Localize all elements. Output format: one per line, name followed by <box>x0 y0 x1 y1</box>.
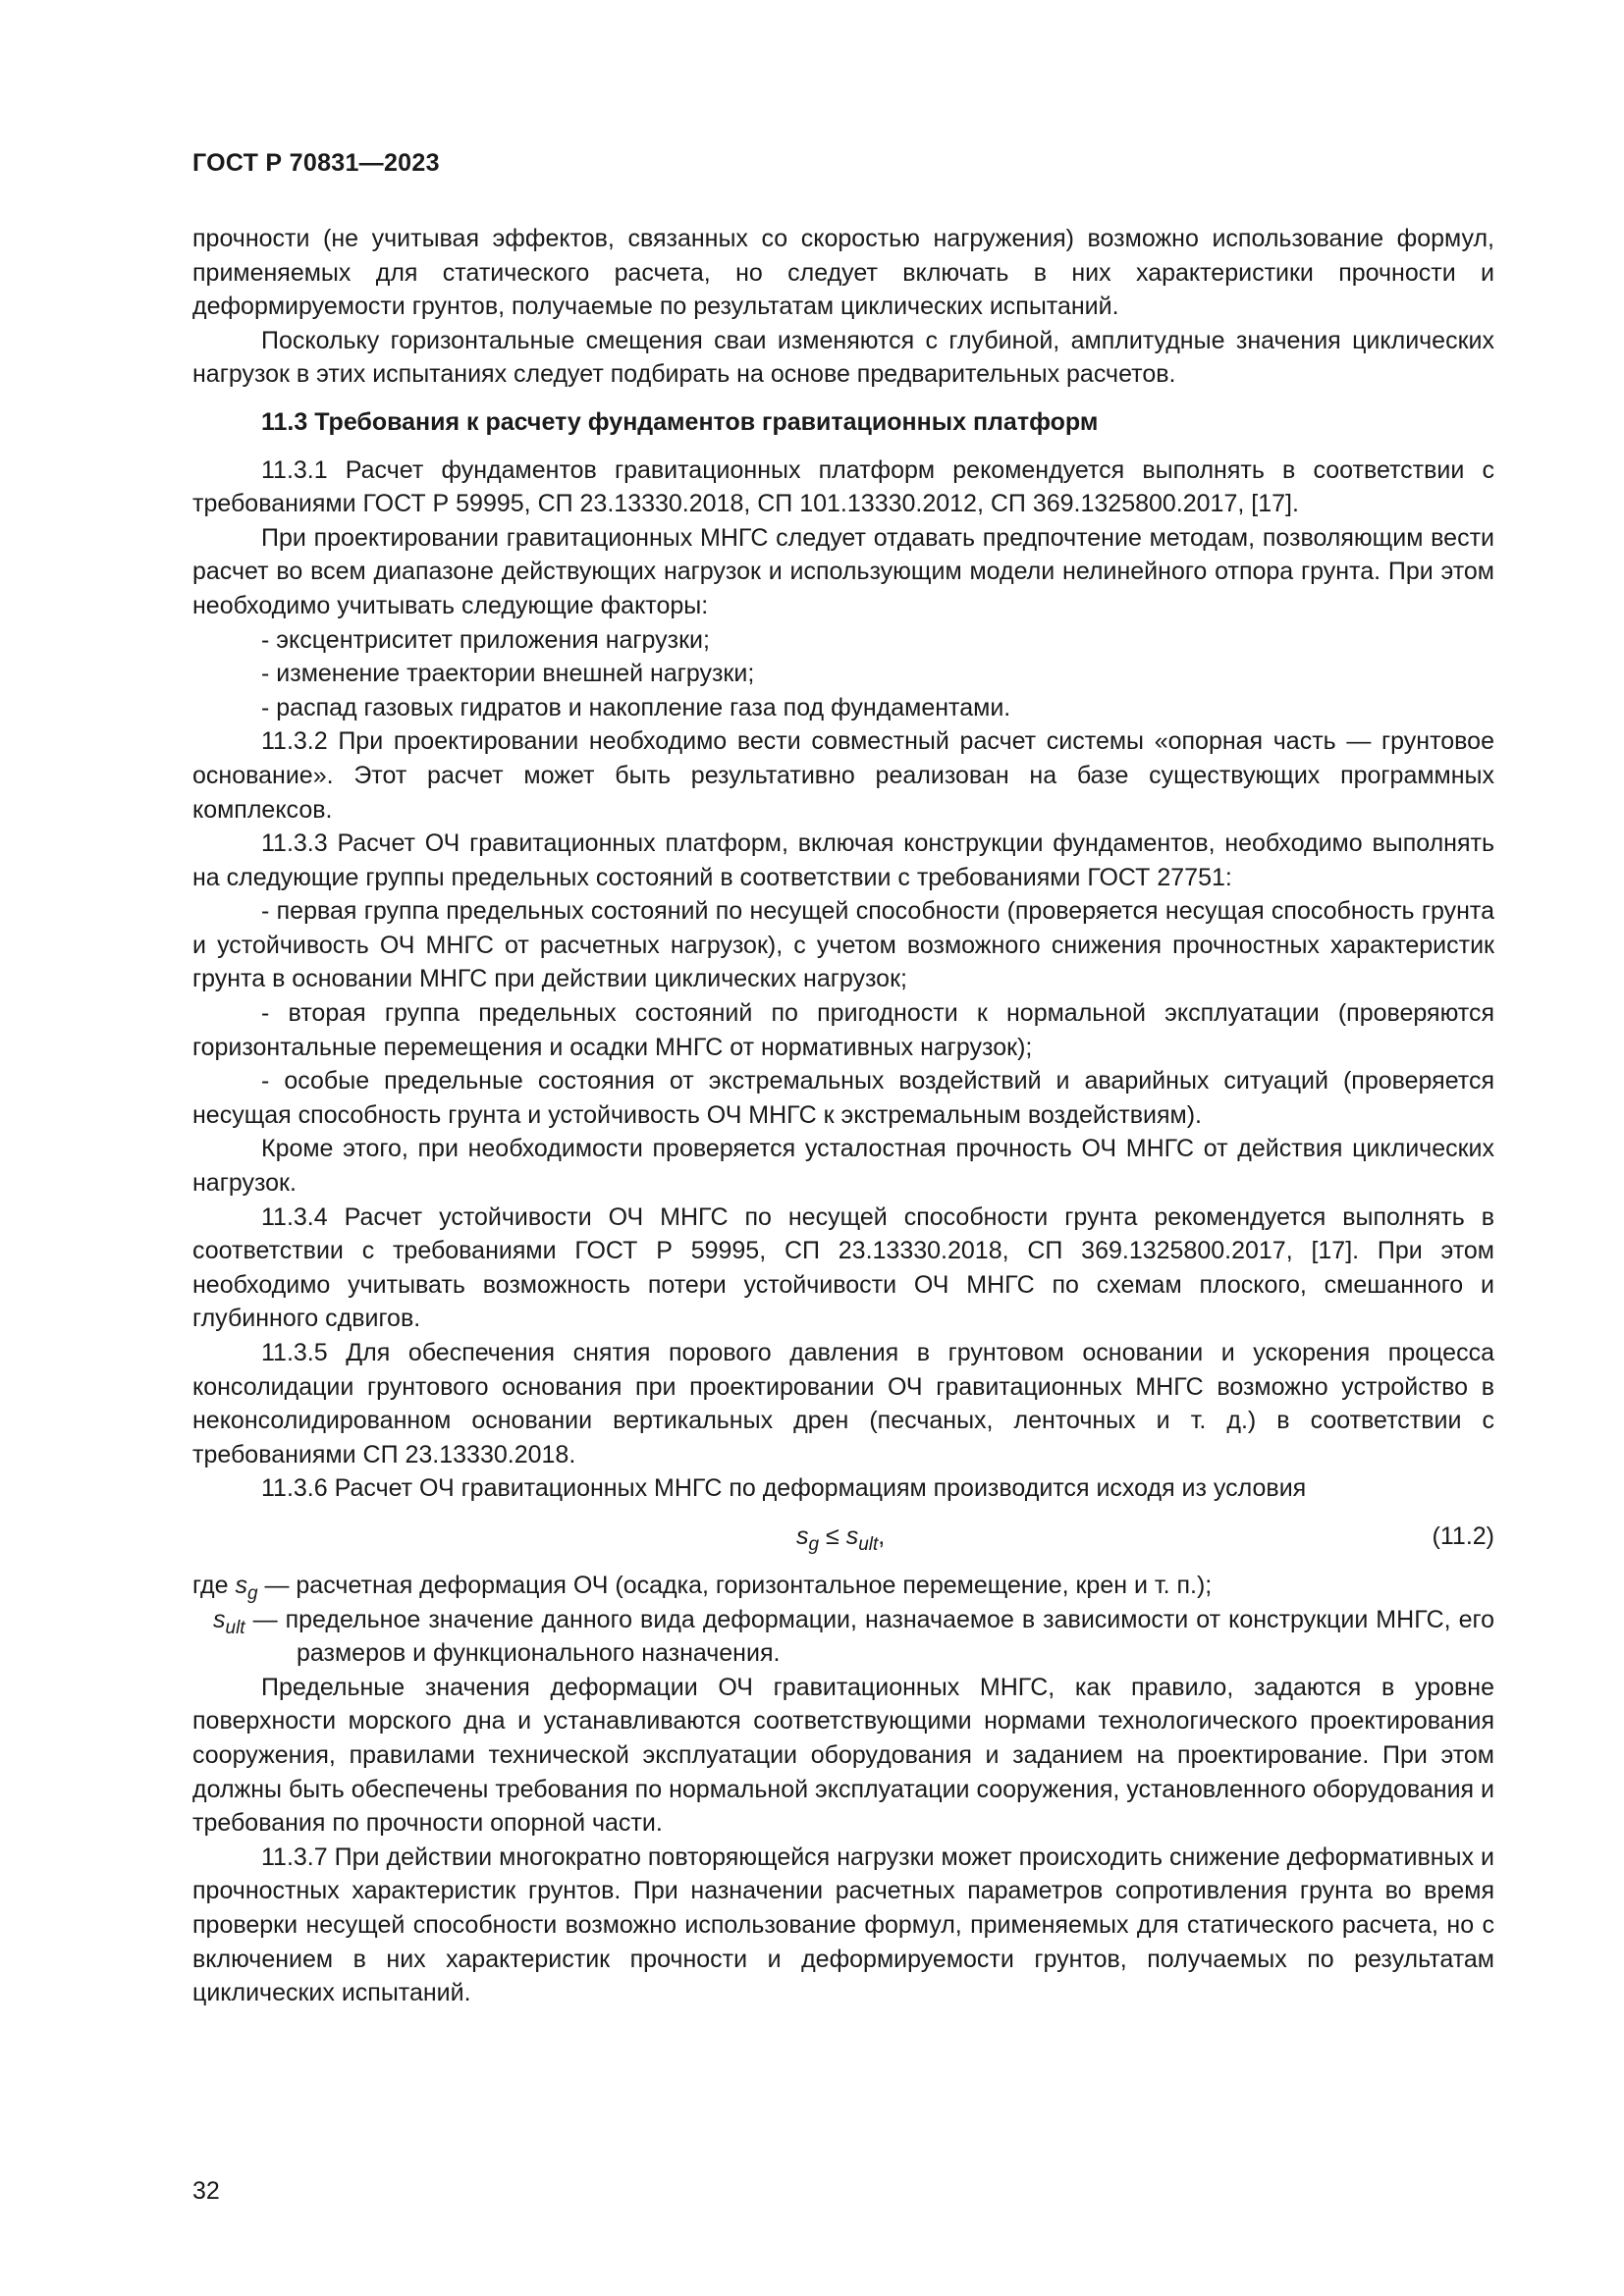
formula-expression <box>796 1520 885 1554</box>
where-sult <box>192 1603 1494 1671</box>
formula-rhs-sub: ult <box>858 1533 879 1555</box>
clause-11-3-2: 11.3.2 При проектировании необходимо вести совместный расчет системы «опорная часть — грунтовое основание». Этот расчет может быть результативно реализован на базе существующих программных комплексов. <box>192 727 1494 824</box>
formula-number: (11.2) <box>1432 1522 1494 1550</box>
formula-operator: ≤ <box>819 1522 846 1550</box>
section-heading-11-3: 11.3 Требования к расчету фундаментов гравитационных платформ <box>261 407 1099 436</box>
where-prefix: где <box>192 1571 236 1599</box>
clause-11-3-1: 11.3.1 Расчет фундаментов гравитационных платформ рекомендуется выполнять в соответствии с требованиями ГОСТ Р 59995, СП 23.13330.2018, СП 101.13330.2012, СП 369.1325800.2017, [17]. <box>192 455 1494 518</box>
formula-11-2 <box>192 1510 1494 1563</box>
where-sg <box>192 1569 1494 1603</box>
clause-11-3-7: 11.3.7 При действии многократно повторяющейся нагрузки может происходить снижение деформативных и прочностных характеристик грунтов. При назначении расчетных параметров сопротивления грунта во время проверки несущей способности возможно использование формул, применяемых для статического расчета, но с включением в них характеристик прочности и деформируемости грунтов, получаемых по результатам циклических испытаний. <box>192 1842 1494 2007</box>
clause-11-3-4: 11.3.4 Расчет устойчивости ОЧ МНГС по несущей способности грунта рекомендуется выполнять в соответствии с требованиями ГОСТ Р 59995, СП 23.13330.2018, СП 369.1325800.2017, [17]. При этом необходимо учитывать возможность потери устойчивости ОЧ МНГС по схемам плоского, смешанного и глубинного сдвигов. <box>192 1202 1494 1333</box>
document-body <box>192 222 1494 2010</box>
list-item-limit-state-group: - первая группа предельных состояний по несущей способности (проверяется несущая способность грунта и устойчивость ОЧ МНГС от расчетных нагрузок), с учетом возможного снижения прочностных характеристик грунта в основании МНГС при действии циклических нагрузок; <box>192 897 1494 993</box>
where-sult-text: — предельное значение данного вида деформации, назначаемое в зависимости от конструкции МНГС, его размеров и функционального назначения. <box>244 1605 1494 1668</box>
symbol-s: s <box>213 1605 226 1633</box>
document-header: ГОСТ Р 70831—2023 <box>192 149 440 177</box>
where-sg-text: — расчетная деформация ОЧ (осадка, горизонтальное перемещение, крен и т. п.); <box>257 1571 1213 1599</box>
formula-lhs-sub: g <box>808 1533 820 1555</box>
paragraph-fatigue: Кроме этого, при необходимости проверяется усталостная прочность ОЧ МНГС от действия циклических нагрузок. <box>192 1135 1494 1198</box>
list-item-limit-state-group: - вторая группа предельных состояний по пригодности к нормальной эксплуатации (проверяются горизонтальные перемещения и осадки МНГС от нормативных нагрузок); <box>192 999 1494 1061</box>
formula-lhs: s <box>796 1522 809 1550</box>
symbol-sub-g: g <box>246 1582 258 1604</box>
list-item-factor: - эксцентриситет приложения нагрузки; <box>261 625 710 654</box>
paragraph-design-methods: При проектировании гравитационных МНГС следует отдавать предпочтение методам, позволяющим вести расчет во всем диапазоне действующих нагрузок и использующим модели нелинейного отпора грунта. При этом необходимо учитывать следующие факторы: <box>192 523 1494 619</box>
clause-11-3-6: 11.3.6 Расчет ОЧ гравитационных МНГС по деформациям производится исходя из условия <box>261 1474 1307 1503</box>
clause-11-3-3: 11.3.3 Расчет ОЧ гравитационных платформ, включая конструкции фундаментов, необходимо выполнять на следующие группы предельных состояний в соответствии с требованиями ГОСТ 27751: <box>192 829 1494 891</box>
formula-tail: , <box>878 1522 886 1550</box>
paragraph-continuation: прочности (не учитывая эффектов, связанных со скоростью нагружения) возможно использование формул, применяемых для статического расчета, но следует включать в них характеристики прочности и деформируемости грунтов, получаемые по результатам циклических испытаний. <box>192 225 1494 321</box>
list-item-factor: - распад газовых гидратов и накопление газа под фундаментами. <box>261 693 1011 721</box>
formula-rhs: s <box>845 1522 859 1550</box>
list-item-limit-state-group: - особые предельные состояния от экстремальных воздействий и аварийных ситуаций (проверяется несущая способность грунта и устойчивость ОЧ МНГС к экстремальным воздействиям). <box>192 1067 1494 1129</box>
page-number: 32 <box>192 2177 220 2205</box>
symbol-sub-ult: ult <box>225 1617 245 1638</box>
symbol-s: s <box>235 1571 247 1599</box>
paragraph-deformation-limits: Предельные значения деформации ОЧ гравитационных МНГС, как правило, задаются в уровне поверхности морского дна и устанавливаются соответствующими нормами технологического проектирования сооружения, правилами технической эксплуатации оборудования и заданием на проектирование. При этом должны быть обеспечены требования по нормальной эксплуатации сооружения, установленного оборудования и требования по прочности опорной части. <box>192 1673 1494 1838</box>
list-item-factor: - изменение траектории внешней нагрузки; <box>261 660 755 688</box>
paragraph-pile-displacement: Поскольку горизонтальные смещения сваи изменяются с глубиной, амплитудные значения циклических нагрузок в этих испытаниях следует подбирать на основе предварительных расчетов. <box>192 326 1494 389</box>
clause-11-3-5: 11.3.5 Для обеспечения снятия порового давления в грунтовом основании и ускорения процесса консолидации грунтового основания при проектировании ОЧ гравитационных МНГС возможно устройство в неконсолидированном основании вертикальных дрен (песчаных, ленточных и т. д.) в соответствии с требованиями СП 23.13330.2018. <box>192 1339 1494 1468</box>
